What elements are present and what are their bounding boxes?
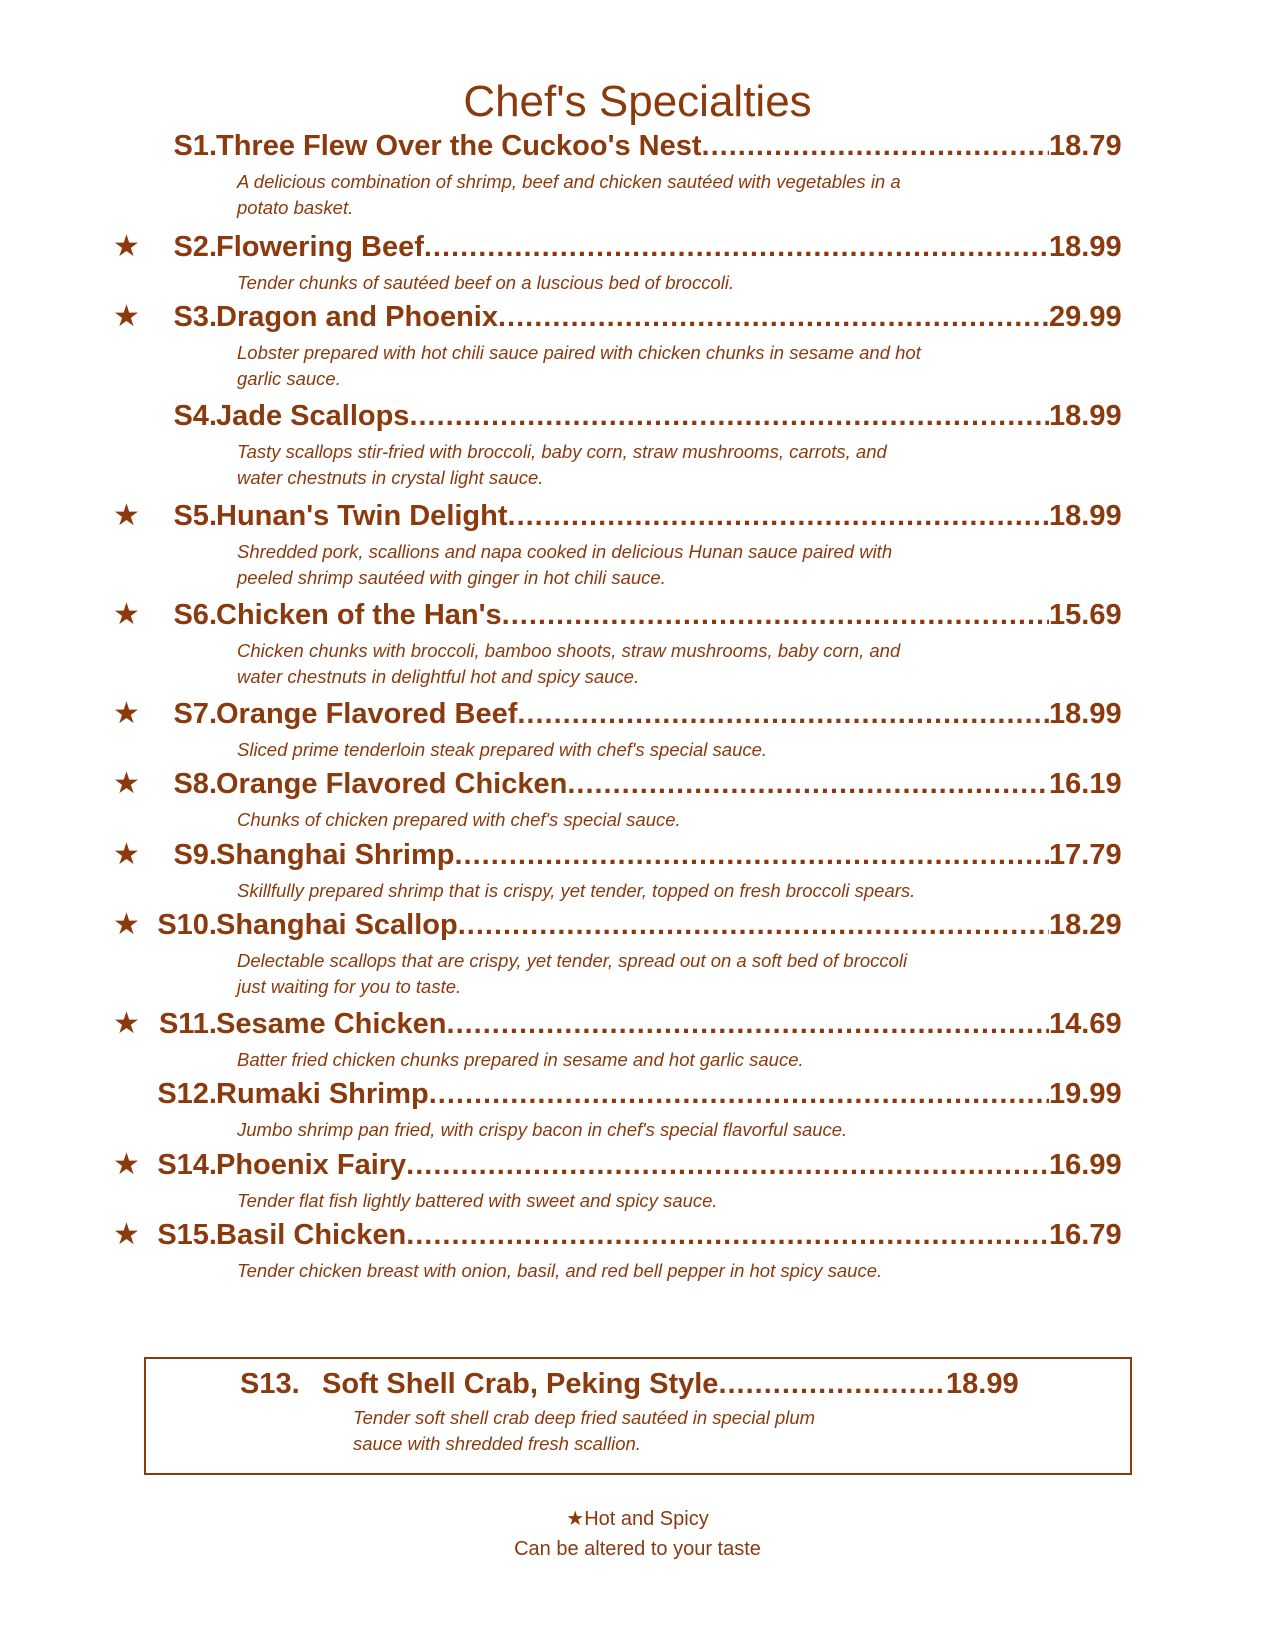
menu-item-code: S15. <box>157 1219 217 1251</box>
description-line-1: Delectable scallops that are crispy, yet tender, spread out on a soft bed of broccoli <box>237 950 908 971</box>
description-line-2: potato basket. <box>237 197 354 218</box>
hot-spicy-star-icon: ★ <box>113 230 140 263</box>
description-line-2: peeled shrimp sautéed with ginger in hot chili sauce. <box>237 567 666 588</box>
menu-item-code: S14. <box>157 1149 217 1181</box>
hot-spicy-star-icon: ★ <box>113 1148 140 1181</box>
menu-item-description <box>237 270 1037 296</box>
description-line-1: Tender chicken breast with onion, basil, and red bell pepper in hot spicy sauce. <box>237 1260 883 1281</box>
menu-item <box>0 397 1275 488</box>
menu-item-name: Orange Flavored Beef ..... <box>216 695 1049 733</box>
menu-item-code: S10. <box>157 909 217 941</box>
hot-spicy-star-icon: ★ <box>113 1218 140 1251</box>
special-description <box>353 1405 913 1457</box>
description-line-1: Jumbo shrimp pan fried, with crispy bacon in chef's special flavorful sauce. <box>237 1119 848 1140</box>
featured-special <box>144 1357 1132 1475</box>
menu-item-description <box>237 169 1037 221</box>
menu-item <box>0 1005 1275 1070</box>
menu-item-price: 29.99 <box>1049 298 1129 336</box>
hot-spicy-star-icon: ★ <box>113 300 140 333</box>
menu-item-price: 18.99 <box>1049 228 1129 266</box>
menu-item-name: Three Flew Over the Cuckoo's Nest ..... <box>216 127 1049 165</box>
menu-item-row <box>0 836 1275 874</box>
special-name: Soft Shell Crab, Peking Style ..... <box>322 1365 946 1403</box>
menu-item-price: 16.79 <box>1049 1216 1129 1254</box>
description-line-1: Tender flat fish lightly battered with sweet and spicy sauce. <box>237 1190 718 1211</box>
hot-spicy-star-icon: ★ <box>113 499 140 532</box>
menu-item-row <box>0 298 1275 336</box>
menu-item <box>0 836 1275 901</box>
hot-spicy-legend: ★Hot and Spicy <box>566 1508 709 1530</box>
description-line-2: just waiting for you to taste. <box>237 976 462 997</box>
menu-item-row <box>0 1216 1275 1254</box>
menu-item-description <box>237 737 1037 763</box>
hot-spicy-star-icon: ★ <box>113 838 140 871</box>
menu-item-row <box>0 765 1275 803</box>
menu-item-code: S3. <box>173 301 217 333</box>
description-line-1: Shredded pork, scallions and napa cooked in delicious Hunan sauce paired with <box>237 541 893 562</box>
menu-item-name: Orange Flavored Chicken ..... <box>216 765 1049 803</box>
description-line-1: Chunks of chicken prepared with chef's special sauce. <box>237 809 681 830</box>
menu-item-name: Hunan's Twin Delight ..... <box>216 497 1049 535</box>
menu-item-description <box>237 878 1037 904</box>
menu-item-row <box>0 397 1275 435</box>
menu-item-code: S7. <box>173 698 217 730</box>
menu-item-description <box>237 340 1037 392</box>
menu-item <box>0 1075 1275 1140</box>
description-line-1: Tender chunks of sautéed beef on a luscious bed of broccoli. <box>237 272 735 293</box>
menu-item-description <box>237 439 1037 491</box>
menu-item-price: 15.69 <box>1049 596 1129 634</box>
menu-item-description <box>237 807 1037 833</box>
menu-item-row <box>0 228 1275 266</box>
menu-item-price: 18.99 <box>1049 497 1129 535</box>
menu-item-price: 19.99 <box>1049 1075 1129 1113</box>
menu-item-name: Shanghai Shrimp ..... <box>216 836 1049 874</box>
menu-item-price: 18.99 <box>1049 397 1129 435</box>
menu-item-price: 17.79 <box>1049 836 1129 874</box>
description-line-1: Batter fried chicken chunks prepared in sesame and hot garlic sauce. <box>237 1049 804 1070</box>
menu-item-description <box>237 1188 1037 1214</box>
menu-item-row <box>0 127 1275 165</box>
description-line-2: garlic sauce. <box>237 368 341 389</box>
special-code: S13. <box>240 1368 300 1400</box>
menu-item-code: S2. <box>173 231 217 263</box>
description-line-1: Skillfully prepared shrimp that is crispy, yet tender, topped on fresh broccoli spears. <box>237 880 916 901</box>
menu-item-description <box>237 539 1037 591</box>
hot-spicy-star-icon: ★ <box>113 1007 140 1040</box>
menu-item-description <box>237 1117 1037 1143</box>
menu-item <box>0 1216 1275 1281</box>
page-title: Chef's Specialties <box>463 77 812 126</box>
menu-item-name: Basil Chicken ..... <box>216 1216 1049 1254</box>
menu-item-code: S8. <box>173 768 217 800</box>
hot-spicy-star-icon: ★ <box>113 908 140 941</box>
description-line-1: Sliced prime tenderloin steak prepared with chef's special sauce. <box>237 739 768 760</box>
menu-item-name: Jade Scallops ..... <box>216 397 1049 435</box>
menu-item-price: 18.29 <box>1049 906 1129 944</box>
menu-item-code: S6. <box>173 599 217 631</box>
menu-item-row <box>0 695 1275 733</box>
menu-item <box>0 596 1275 687</box>
special-desc-line-2: sauce with shredded fresh scallion. <box>353 1433 641 1454</box>
menu-item <box>0 906 1275 997</box>
menu-item <box>0 497 1275 588</box>
description-line-1: A delicious combination of shrimp, beef and chicken sautéed with vegetables in a <box>237 171 901 192</box>
menu-item <box>0 228 1275 293</box>
menu-item-description <box>237 948 1037 1000</box>
menu-item-code: S1. <box>173 130 217 162</box>
menu-item-row <box>0 1075 1275 1113</box>
menu-item-price: 16.19 <box>1049 765 1129 803</box>
custom-taste-note: Can be altered to your taste <box>514 1538 761 1560</box>
menu-item-row <box>0 1146 1275 1184</box>
menu-item-price: 16.99 <box>1049 1146 1129 1184</box>
menu-item-row <box>0 596 1275 634</box>
special-price: 18.99 <box>946 1365 1019 1403</box>
menu-item-row <box>0 1005 1275 1043</box>
special-desc-line-1: Tender soft shell crab deep fried sautéed in special plum <box>353 1407 816 1428</box>
menu-item-name: Rumaki Shrimp ..... <box>216 1075 1049 1113</box>
menu-item-name: Chicken of the Han's ..... <box>216 596 1049 634</box>
menu-item-name: Shanghai Scallop ..... <box>216 906 1049 944</box>
description-line-2: water chestnuts in crystal light sauce. <box>237 467 544 488</box>
description-line-1: Tasty scallops stir-fried with broccoli, baby corn, straw mushrooms, carrots, and <box>237 441 887 462</box>
menu-item-row <box>0 497 1275 535</box>
menu-item-description <box>237 1047 1037 1073</box>
menu-item-code: S12. <box>157 1078 217 1110</box>
hot-spicy-star-icon: ★ <box>113 598 140 631</box>
description-line-2: water chestnuts in delightful hot and spicy sauce. <box>237 666 640 687</box>
menu-item <box>0 695 1275 760</box>
menu-item-code: S9. <box>173 839 217 871</box>
menu-item <box>0 127 1275 218</box>
menu-item <box>0 298 1275 389</box>
menu-item-code: S11. <box>158 1008 217 1040</box>
menu-item-price: 14.69 <box>1049 1005 1129 1043</box>
description-line-1: Lobster prepared with hot chili sauce paired with chicken chunks in sesame and hot <box>237 342 921 363</box>
menu-item-description <box>237 638 1037 690</box>
menu-item-name: Phoenix Fairy ..... <box>216 1146 1049 1184</box>
menu-item-code: S4. <box>173 400 217 432</box>
menu-item-price: 18.79 <box>1049 127 1129 165</box>
menu-item-code: S5. <box>173 500 217 532</box>
menu-item-name: Sesame Chicken ..... <box>216 1005 1049 1043</box>
menu-item-price: 18.99 <box>1049 695 1129 733</box>
menu-item-description <box>237 1258 1037 1284</box>
menu-item <box>0 765 1275 830</box>
menu-item-row <box>0 906 1275 944</box>
menu-item-name: Flowering Beef ..... <box>216 228 1049 266</box>
hot-spicy-star-icon: ★ <box>113 697 140 730</box>
menu-item-name: Dragon and Phoenix ..... <box>216 298 1049 336</box>
hot-spicy-star-icon: ★ <box>113 767 140 800</box>
description-line-1: Chicken chunks with broccoli, bamboo shoots, straw mushrooms, baby corn, and <box>237 640 901 661</box>
menu-item <box>0 1146 1275 1211</box>
